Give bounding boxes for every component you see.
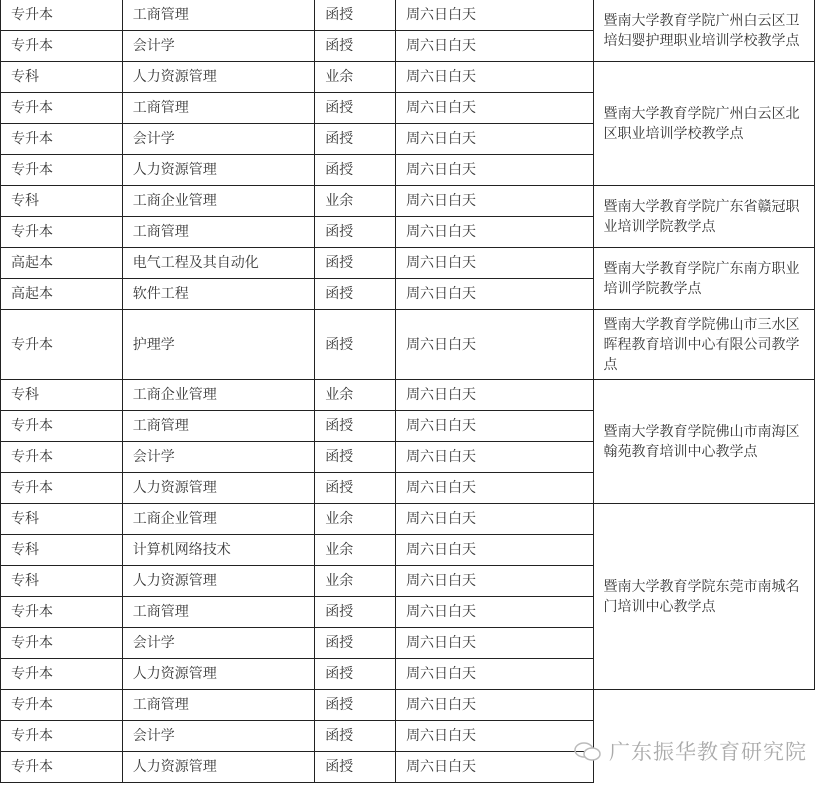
cell-major: 人力资源管理: [122, 155, 315, 186]
cell-mode: 业余: [315, 380, 396, 411]
cell-major: 工商管理: [122, 217, 315, 248]
cell-mode: 业余: [315, 504, 396, 535]
cell-time: 周六日白天: [396, 411, 593, 442]
cell-site: 暨南大学教育学院广东省赣冠职业培训学院教学点: [593, 186, 814, 248]
cell-time: 周六日白天: [396, 279, 593, 310]
cell-mode: 函授: [315, 473, 396, 504]
cell-mode: 函授: [315, 597, 396, 628]
cell-major: 护理学: [122, 310, 315, 380]
cell-time: 周六日白天: [396, 124, 593, 155]
cell-major: 工商企业管理: [122, 504, 315, 535]
cell-level: 专升本: [1, 721, 123, 752]
cell-level: 专升本: [1, 659, 123, 690]
cell-major: 会计学: [122, 442, 315, 473]
cell-level: 专升本: [1, 217, 123, 248]
cell-time: 周六日白天: [396, 628, 593, 659]
cell-time: 周六日白天: [396, 217, 593, 248]
cell-mode: 函授: [315, 690, 396, 721]
cell-major: 人力资源管理: [122, 473, 315, 504]
cell-site: 暨南大学教育学院广州白云区北区职业培训学校教学点: [593, 62, 814, 186]
cell-major: 工商企业管理: [122, 380, 315, 411]
cell-site: 暨南大学教育学院广州白云区卫培妇婴护理职业培训学校教学点: [593, 0, 814, 62]
table-row: [1, 504, 815, 535]
cell-time: 周六日白天: [396, 504, 593, 535]
cell-mode: 函授: [315, 411, 396, 442]
cell-level: 专科: [1, 62, 123, 93]
cell-major: 会计学: [122, 31, 315, 62]
cell-major: 工商管理: [122, 0, 315, 31]
cell-major: 人力资源管理: [122, 62, 315, 93]
cell-mode: 函授: [315, 93, 396, 124]
cell-major: 会计学: [122, 721, 315, 752]
table-row: [1, 186, 815, 217]
table-row: [1, 248, 815, 279]
cell-major: 计算机网络技术: [122, 535, 315, 566]
cell-mode: 函授: [315, 659, 396, 690]
cell-level: 专升本: [1, 690, 123, 721]
cell-mode: 函授: [315, 442, 396, 473]
cell-level: 专科: [1, 380, 123, 411]
cell-level: 专科: [1, 535, 123, 566]
cell-time: 周六日白天: [396, 597, 593, 628]
cell-mode: 业余: [315, 62, 396, 93]
cell-time: 周六日白天: [396, 186, 593, 217]
cell-time: 周六日白天: [396, 442, 593, 473]
table-row: [1, 310, 815, 380]
table-row: [1, 380, 815, 411]
cell-major: 人力资源管理: [122, 659, 315, 690]
cell-level: 高起本: [1, 248, 123, 279]
cell-site: 暨南大学教育学院广东南方职业培训学院教学点: [593, 248, 814, 310]
cell-time: 周六日白天: [396, 31, 593, 62]
cell-major: 软件工程: [122, 279, 315, 310]
cell-site: 暨南大学教育学院东莞市南城名门培训中心教学点: [593, 504, 814, 690]
cell-mode: 函授: [315, 628, 396, 659]
cell-level: 专升本: [1, 310, 123, 380]
cell-level: 专升本: [1, 155, 123, 186]
cell-time: 周六日白天: [396, 155, 593, 186]
cell-site: 暨南大学教育学院佛山市三水区晖程教育培训中心有限公司教学点: [593, 310, 814, 380]
cell-level: 专升本: [1, 597, 123, 628]
cell-level: 专升本: [1, 124, 123, 155]
cell-time: 周六日白天: [396, 566, 593, 597]
cell-time: 周六日白天: [396, 380, 593, 411]
cell-time: 周六日白天: [396, 248, 593, 279]
cell-time: 周六日白天: [396, 721, 593, 752]
cell-time: 周六日白天: [396, 659, 593, 690]
cell-mode: 函授: [315, 155, 396, 186]
table-row: [1, 62, 815, 93]
watermark-text: 广东振华教育研究院: [609, 740, 807, 764]
cell-time: 周六日白天: [396, 310, 593, 380]
cell-level: 专升本: [1, 411, 123, 442]
cell-mode: 函授: [315, 217, 396, 248]
cell-level: 专升本: [1, 93, 123, 124]
cell-time: 周六日白天: [396, 0, 593, 31]
cell-major: 工商管理: [122, 411, 315, 442]
cell-major: 工商管理: [122, 93, 315, 124]
cell-major: 工商管理: [122, 597, 315, 628]
cell-level: 专升本: [1, 0, 123, 31]
cell-mode: 函授: [315, 279, 396, 310]
table-row: [1, 690, 815, 721]
cell-major: 工商管理: [122, 690, 315, 721]
cell-major: 人力资源管理: [122, 566, 315, 597]
cell-mode: 函授: [315, 248, 396, 279]
wechat-icon: [573, 740, 603, 762]
cell-level: 专科: [1, 504, 123, 535]
cell-mode: 函授: [315, 0, 396, 31]
cell-major: 会计学: [122, 124, 315, 155]
cell-major: 电气工程及其自动化: [122, 248, 315, 279]
cell-time: 周六日白天: [396, 473, 593, 504]
cell-level: 专升本: [1, 752, 123, 783]
cell-mode: 业余: [315, 535, 396, 566]
cell-level: 专科: [1, 566, 123, 597]
cell-major: 工商企业管理: [122, 186, 315, 217]
cell-level: 专科: [1, 186, 123, 217]
cell-level: 专升本: [1, 628, 123, 659]
cell-mode: 函授: [315, 31, 396, 62]
cell-level: 高起本: [1, 279, 123, 310]
table-row: [1, 0, 815, 31]
cell-mode: 函授: [315, 721, 396, 752]
cell-mode: 函授: [315, 124, 396, 155]
cell-level: 专升本: [1, 442, 123, 473]
cell-level: 专升本: [1, 473, 123, 504]
cell-mode: 函授: [315, 310, 396, 380]
cell-mode: 业余: [315, 566, 396, 597]
cell-time: 周六日白天: [396, 62, 593, 93]
cell-mode: 业余: [315, 186, 396, 217]
cell-major: 人力资源管理: [122, 752, 315, 783]
cell-time: 周六日白天: [396, 535, 593, 566]
cell-time: 周六日白天: [396, 93, 593, 124]
cell-time: 周六日白天: [396, 752, 593, 783]
cell-time: 周六日白天: [396, 690, 593, 721]
cell-site: 暨南大学教育学院佛山市南海区翰苑教育培训中心教学点: [593, 380, 814, 504]
cell-mode: 函授: [315, 752, 396, 783]
watermark: [573, 736, 807, 766]
cell-level: 专升本: [1, 31, 123, 62]
cell-major: 会计学: [122, 628, 315, 659]
